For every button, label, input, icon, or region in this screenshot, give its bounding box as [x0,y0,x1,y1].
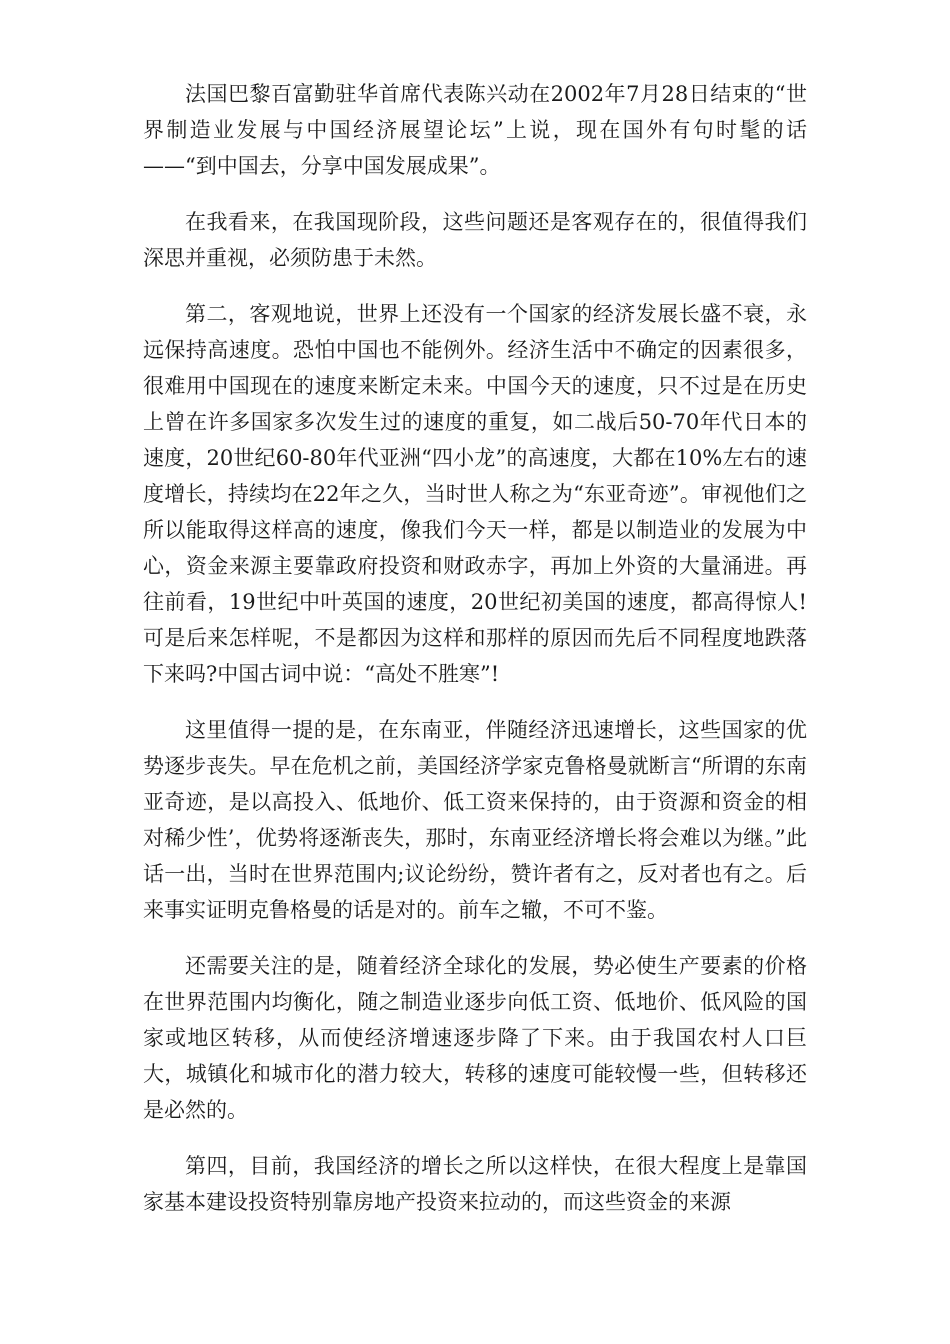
paragraph-3: 第二，客观地说，世界上还没有一个国家的经济发展长盛不衰，永远保持高速度。恐怕中国也不能例外。经济生活中不确定的因素很多，很难用中国现在的速度来断定未来。中国今天的速度，只不过是在历史上曾在许多国家多次发生过的速度的重复，如二战后50-70年代日本的速度，20世纪60-80年代亚洲“四小龙”的高速度，大都在10%左右的速度增长，持续均在22年之久，当时世人称之为“东亚奇迹”。审视他们之所以能取得这样高的速度，像我们今天一样，都是以制造业的发展为中心，资金来源主要靠政府投资和财政赤字，再加上外资的大量涌进。再往前看，19世纪中叶英国的速度，20世纪初美国的速度，都高得惊人!可是后来怎样呢，不是都因为这样和那样的原因而先后不同程度地跌落下来吗?中国古词中说：“高处不胜寒”! [143,302,807,686]
document-body [143,76,807,1240]
paragraph-1: 法国巴黎百富勤驻华首席代表陈兴动在2002年7月28日结束的“世界制造业发展与中国经济展望论坛”上说，现在国外有句时髦的话——“到中国去，分享中国发展成果”。 [143,82,807,178]
paragraph-4: 这里值得一提的是，在东南亚，伴随经济迅速增长，这些国家的优势逐步丧失。早在危机之前，美国经济学家克鲁格曼就断言“所谓的东南亚奇迹，是以高投入、低地价、低工资来保持的，由于资源和资金的相对稀少性’，优势将逐渐丧失，那时，东南亚经济增长将会难以为继。”此话一出，当时在世界范围内;议论纷纷，赞许者有之，反对者也有之。后来事实证明克鲁格曼的话是对的。前车之辙，不可不鉴。 [143,718,807,922]
paragraph-5: 还需要关注的是，随着经济全球化的发展，势必使生产要素的价格在世界范围内均衡化，随之制造业逐步向低工资、低地价、低风险的国家或地区转移，从而使经济增速逐步降了下来。由于我国农村人口巨大，城镇化和城市化的潜力较大，转移的速度可能较慢一些，但转移还是必然的。 [143,954,807,1122]
paragraph-2: 在我看来，在我国现阶段，这些问题还是客观存在的，很值得我们深思并重视，必须防患于未然。 [143,210,807,270]
paragraph-6: 第四，目前，我国经济的增长之所以这样快，在很大程度上是靠国家基本建设投资特别靠房地产投资来拉动的，而这些资金的来源 [143,1154,807,1214]
